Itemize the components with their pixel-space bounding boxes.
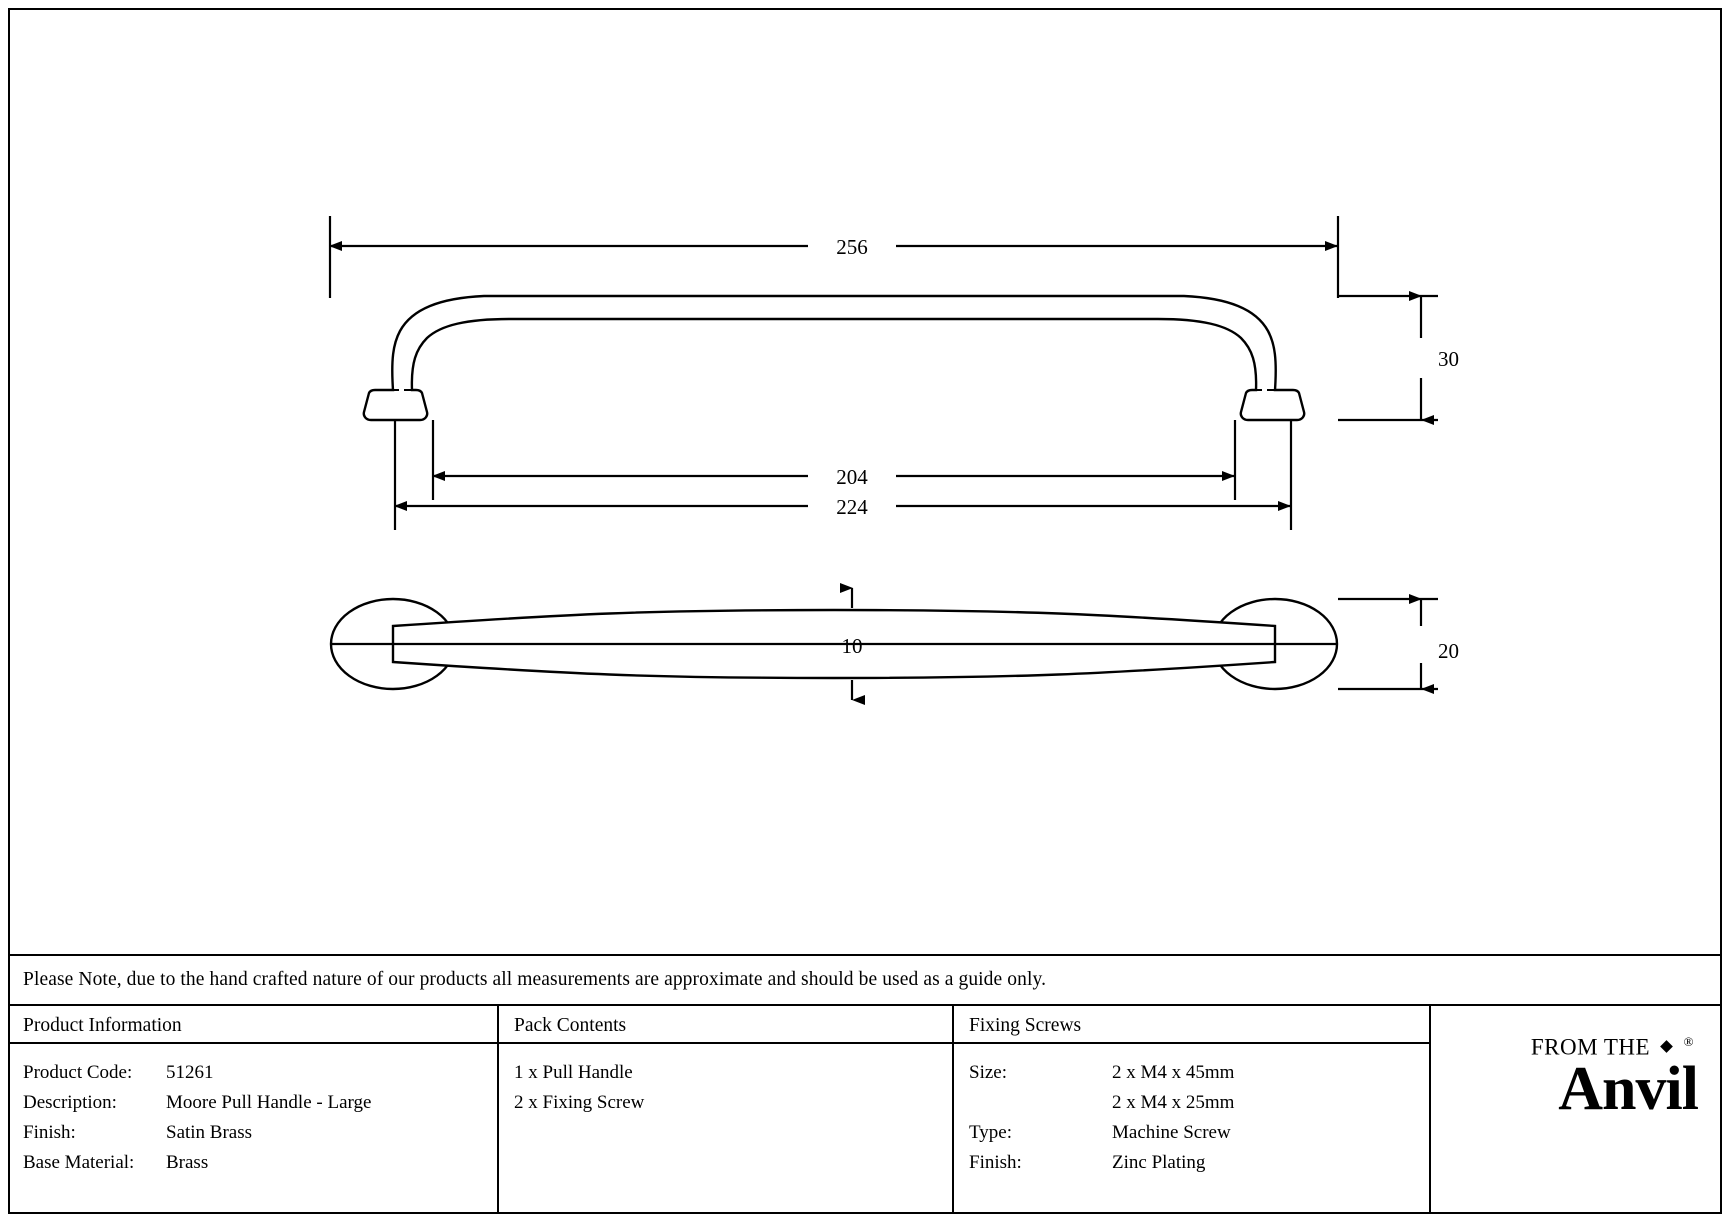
drawing-area: [8, 8, 1722, 954]
description-value: Moore Pull Handle - Large: [166, 1092, 372, 1113]
dimension-label-224: 224: [836, 495, 868, 519]
screw-size-value: 2 x M4 x 45mm: [1112, 1062, 1235, 1083]
table-row: [23, 1148, 497, 1178]
registered-trademark-icon: ®: [1683, 1034, 1694, 1049]
fixing-screws-body: [954, 1044, 1429, 1178]
dimension-label-20: 20: [1438, 639, 1459, 663]
product-code-value: 51261: [166, 1062, 214, 1083]
pack-contents-body: [499, 1044, 952, 1118]
dimension-overall-length: [330, 216, 1338, 298]
note-row: [8, 954, 1722, 1006]
dimension-label-10: 10: [841, 634, 863, 658]
screw-size-value-2: 2 x M4 x 25mm: [1112, 1092, 1235, 1113]
dimension-rose-20: [1338, 599, 1438, 689]
list-item: 2 x Fixing Screw: [514, 1092, 645, 1113]
screw-size-label: Size:: [969, 1062, 1007, 1083]
finish-value: Satin Brass: [166, 1122, 253, 1143]
diamond-icon: [1660, 1040, 1673, 1053]
dimension-label-30: 30: [1438, 347, 1459, 371]
description-label: Description:: [23, 1092, 117, 1113]
product-information-column: [8, 1006, 499, 1214]
fixing-screws-header: Fixing Screws: [954, 1006, 1429, 1044]
dimension-label-204: 204: [836, 465, 868, 489]
screw-type-value: Machine Screw: [1112, 1122, 1231, 1143]
screw-finish-value: Zinc Plating: [1112, 1152, 1206, 1173]
fixing-screws-column: [954, 1006, 1431, 1214]
dimension-centres-204: [433, 420, 1235, 500]
table-row: [23, 1118, 497, 1148]
product-information-body: [8, 1044, 497, 1178]
list-item: 1 x Pull Handle: [514, 1062, 633, 1083]
screw-finish-label: Finish:: [969, 1152, 1022, 1173]
dimension-projection: [1338, 296, 1438, 420]
base-material-label: Base Material:: [23, 1152, 135, 1173]
handle-plan-view: [330, 599, 1338, 689]
pack-contents-header: Pack Contents: [499, 1006, 952, 1044]
note-text: Please Note, due to the hand crafted nature of our products all measurements are approximate and should be used as a guide only.: [23, 969, 1047, 990]
screw-type-label: Type:: [969, 1122, 1012, 1143]
logo-anvil-text: Anvil: [1558, 1054, 1698, 1123]
table-row: [969, 1148, 1429, 1178]
info-table: [8, 1006, 1722, 1214]
screw-size-label-2: [969, 1088, 1112, 1118]
handle-front-elevation: [364, 296, 1304, 420]
table-row: [969, 1118, 1429, 1148]
table-row: [23, 1058, 497, 1088]
brand-logo-column: [1431, 1006, 1718, 1214]
finish-label: Finish:: [23, 1122, 76, 1143]
brand-logo: [1431, 1006, 1718, 1214]
table-row: [969, 1088, 1429, 1118]
table-row: [969, 1058, 1429, 1088]
logo-from-the-text: FROM THE: [1530, 1034, 1651, 1060]
product-information-header: Product Information: [8, 1006, 497, 1044]
table-row: [23, 1088, 497, 1118]
product-code-label: Product Code:: [23, 1062, 133, 1083]
pack-contents-column: [499, 1006, 954, 1214]
base-material-value: Brass: [166, 1152, 209, 1173]
dimension-label-256: 256: [836, 235, 868, 259]
